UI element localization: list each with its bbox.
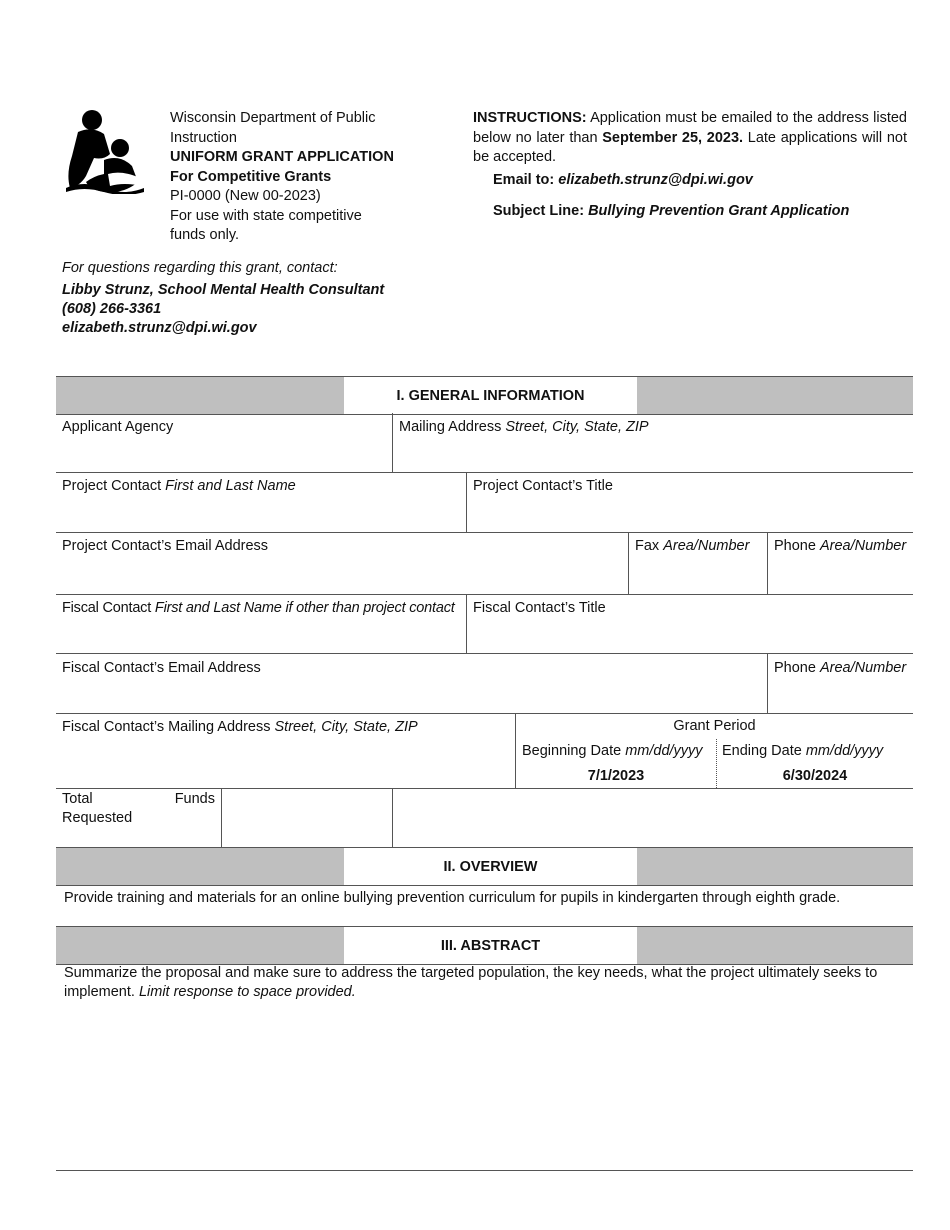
project-contact-email-field[interactable]: Project Contact’s Email Address — [62, 538, 269, 554]
project-contact-title-field[interactable]: Project Contact’s Title — [473, 478, 613, 494]
fiscal-contact-title-field[interactable]: Fiscal Contact’s Title — [473, 600, 606, 616]
subject-line: Subject Line: Bullying Prevention Grant Application — [493, 203, 850, 219]
agency-header — [170, 109, 430, 246]
ending-date-value[interactable]: 6/30/2024 — [782, 768, 848, 784]
usage-note: For use with state competitive funds only. — [170, 207, 362, 243]
beginning-date-value[interactable]: 7/1/2023 — [587, 768, 645, 784]
grant-period-label: Grant Period — [673, 718, 756, 734]
submit-email: Email to: elizabeth.strunz@dpi.wi.gov — [493, 172, 753, 188]
form-subtitle: For Competitive Grants — [170, 168, 332, 185]
fiscal-contact-name-field[interactable]: Fiscal Contact First and Last Name if other than project contact — [62, 600, 455, 616]
contact-phone: (608) 266-3361 — [62, 301, 162, 317]
dpi-logo-icon — [64, 108, 146, 194]
project-phone-field[interactable]: Phone Area/Number — [774, 538, 907, 554]
grant-contact — [62, 259, 442, 338]
form-title: UNIFORM GRANT APPLICATION — [170, 149, 394, 165]
form-number: PI-0000 (New 00-2023) — [170, 188, 321, 204]
total-funds-input[interactable] — [222, 789, 393, 847]
beginning-date-label: Beginning Date mm/dd/yyyy — [522, 743, 703, 759]
abstract-response-area[interactable] — [56, 1003, 913, 1169]
ending-date-label: Ending Date mm/dd/yyyy — [722, 743, 884, 759]
section-general-information — [56, 376, 913, 415]
fiscal-contact-email-field[interactable]: Fiscal Contact’s Email Address — [62, 660, 261, 676]
section-title: II. OVERVIEW — [344, 848, 637, 885]
section-title: I. GENERAL INFORMATION — [344, 377, 637, 414]
contact-email: elizabeth.strunz@dpi.wi.gov — [62, 320, 257, 336]
mailing-address-field[interactable]: Mailing Address Street, City, State, ZIP — [399, 419, 649, 435]
applicant-agency-field[interactable]: Applicant Agency — [62, 419, 174, 435]
fiscal-mailing-address-field[interactable]: Fiscal Contact’s Mailing Address Street, City, State, ZIP — [62, 719, 418, 735]
overview-text: Provide training and materials for an online bullying prevention curriculum for pupils in kindergarten through eighth grade. — [64, 890, 841, 906]
instructions: INSTRUCTIONS: Application must be emailed to the address listed below no later than September 25, 2023. Late applications will not be accepted. — [473, 110, 907, 165]
project-contact-name-field[interactable]: Project Contact First and Last Name — [62, 478, 296, 494]
total-funds-label: Total Funds Requested — [62, 791, 215, 826]
section-overview — [56, 847, 913, 886]
fiscal-phone-field[interactable]: Phone Area/Number — [774, 660, 907, 676]
section-title: III. ABSTRACT — [344, 927, 637, 964]
agency-name: Wisconsin Department of Public Instruction — [170, 110, 376, 146]
fax-field[interactable]: Fax Area/Number — [635, 538, 750, 554]
section-abstract — [56, 926, 913, 965]
contact-intro: For questions regarding this grant, contact: — [62, 260, 338, 276]
contact-name: Libby Strunz, School Mental Health Consultant — [62, 282, 385, 298]
abstract-instructions: Summarize the proposal and make sure to address the targeted population, the key needs, what the project ultimately seeks to implement. Limit response to space provided. — [64, 965, 878, 1000]
